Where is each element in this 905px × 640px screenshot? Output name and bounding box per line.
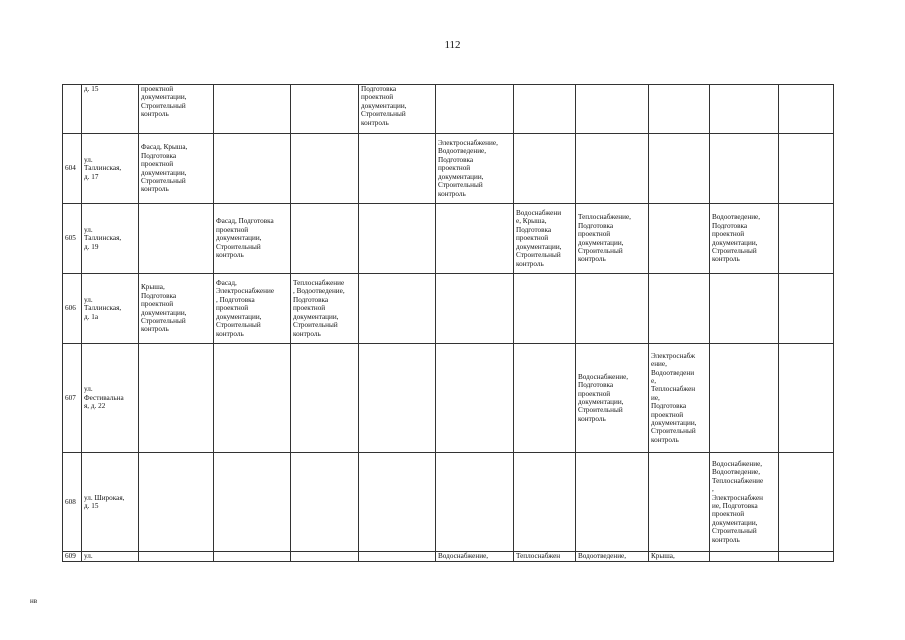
work-cell <box>291 552 359 562</box>
work-cell <box>649 453 710 552</box>
work-cell: Теплоснабжение, Подготовка проектной документации, Строительный контроль <box>576 204 649 274</box>
work-cell <box>139 453 214 552</box>
work-cell <box>779 552 834 562</box>
work-cell <box>649 134 710 204</box>
row-number: 605 <box>63 204 82 274</box>
work-cell <box>779 204 834 274</box>
table-row <box>63 552 834 562</box>
work-cell <box>710 274 779 344</box>
work-cell <box>710 344 779 453</box>
work-cell <box>291 344 359 453</box>
address-cell: ул. <box>82 552 139 562</box>
work-cell: Крыша, Подготовка проектной документации, Строительный контроль <box>139 274 214 344</box>
work-cell: Водоснабжени е, Крыша, Подготовка проектной документации, Строительный контроль <box>514 204 576 274</box>
work-cell: Электроснабжение, Водоотведение, Подготовка проектной документации, Строительный контроль <box>436 134 514 204</box>
row-number <box>63 85 82 134</box>
work-cell <box>514 85 576 134</box>
work-cell: Теплоснабжен <box>514 552 576 562</box>
table-row <box>63 344 834 453</box>
work-cell <box>359 204 436 274</box>
work-cell: Крыша, <box>649 552 710 562</box>
work-cell <box>710 85 779 134</box>
work-cell <box>514 134 576 204</box>
work-cell: Водоотведение, Подготовка проектной документации, Строительный контроль <box>710 204 779 274</box>
work-cell: Фасад, Электроснабжение , Подготовка проектной документации, Строительный контроль <box>214 274 291 344</box>
work-cell <box>139 552 214 562</box>
work-cell <box>359 274 436 344</box>
row-number: 604 <box>63 134 82 204</box>
work-cell <box>359 552 436 562</box>
work-cell: Водоснабжение, Водоотведение, Теплоснабжение , Электроснабжен ие, Подготовка проектной документации, Строительный контроль <box>710 453 779 552</box>
address-cell: д. 15 <box>82 85 139 134</box>
work-cell <box>436 344 514 453</box>
work-cell <box>214 552 291 562</box>
table-row <box>63 204 834 274</box>
work-cell <box>214 134 291 204</box>
address-cell: ул. Фестивальна я, д. 22 <box>82 344 139 453</box>
work-cell <box>710 134 779 204</box>
work-cell <box>649 85 710 134</box>
work-cell <box>779 85 834 134</box>
address-cell: ул. Широкая, д. 15 <box>82 453 139 552</box>
work-cell <box>436 204 514 274</box>
work-cell <box>649 274 710 344</box>
work-cell <box>779 274 834 344</box>
work-cell <box>291 204 359 274</box>
work-cell: Электроснабж ение, Водоотведени e, Теплоснабжен ие, Подготовка проектной документации, Строительный контроль <box>649 344 710 453</box>
work-cell <box>514 274 576 344</box>
table-row <box>63 453 834 552</box>
work-cell <box>291 134 359 204</box>
work-cell <box>214 344 291 453</box>
table-row <box>63 134 834 204</box>
work-cell <box>359 134 436 204</box>
footer-mark: нв <box>30 597 38 605</box>
work-cell <box>139 344 214 453</box>
work-cell: Фасад, Подготовка проектной документации, Строительный контроль <box>214 204 291 274</box>
address-cell: ул. Таллинская, д. 19 <box>82 204 139 274</box>
row-number: 608 <box>63 453 82 552</box>
table-row <box>63 274 834 344</box>
work-cell <box>779 344 834 453</box>
table-row <box>63 85 834 134</box>
work-cell <box>214 85 291 134</box>
work-cell: Фасад, Крыша, Подготовка проектной документации, Строительный контроль <box>139 134 214 204</box>
work-cell <box>359 344 436 453</box>
work-cell <box>139 204 214 274</box>
work-cell <box>576 453 649 552</box>
works-table <box>62 84 834 562</box>
work-cell: Водоотведение, <box>576 552 649 562</box>
work-cell <box>514 344 576 453</box>
work-cell <box>291 453 359 552</box>
work-cell: Подготовка проектной документации, Строительный контроль <box>359 85 436 134</box>
work-cell <box>779 453 834 552</box>
work-cell: Водоснабжение, Подготовка проектной документации, Строительный контроль <box>576 344 649 453</box>
work-cell <box>710 552 779 562</box>
work-cell: проектной документации, Строительный контроль <box>139 85 214 134</box>
work-cell <box>576 274 649 344</box>
work-cell <box>576 85 649 134</box>
row-number: 609 <box>63 552 82 562</box>
work-cell <box>576 134 649 204</box>
work-cell: Водоснабжение, <box>436 552 514 562</box>
row-number: 606 <box>63 274 82 344</box>
row-number: 607 <box>63 344 82 453</box>
work-cell <box>436 453 514 552</box>
work-cell <box>779 134 834 204</box>
work-cell <box>436 274 514 344</box>
page-number: 112 <box>444 39 461 51</box>
work-cell <box>436 85 514 134</box>
work-cell <box>214 453 291 552</box>
work-cell <box>649 204 710 274</box>
work-cell <box>291 85 359 134</box>
work-cell: Теплоснабжение , Водоотведение, Подготовка проектной документации, Строительный контроль <box>291 274 359 344</box>
work-cell <box>359 453 436 552</box>
address-cell: ул. Таллинская, д. 17 <box>82 134 139 204</box>
work-cell <box>514 453 576 552</box>
address-cell: ул. Таллинская, д. 1а <box>82 274 139 344</box>
